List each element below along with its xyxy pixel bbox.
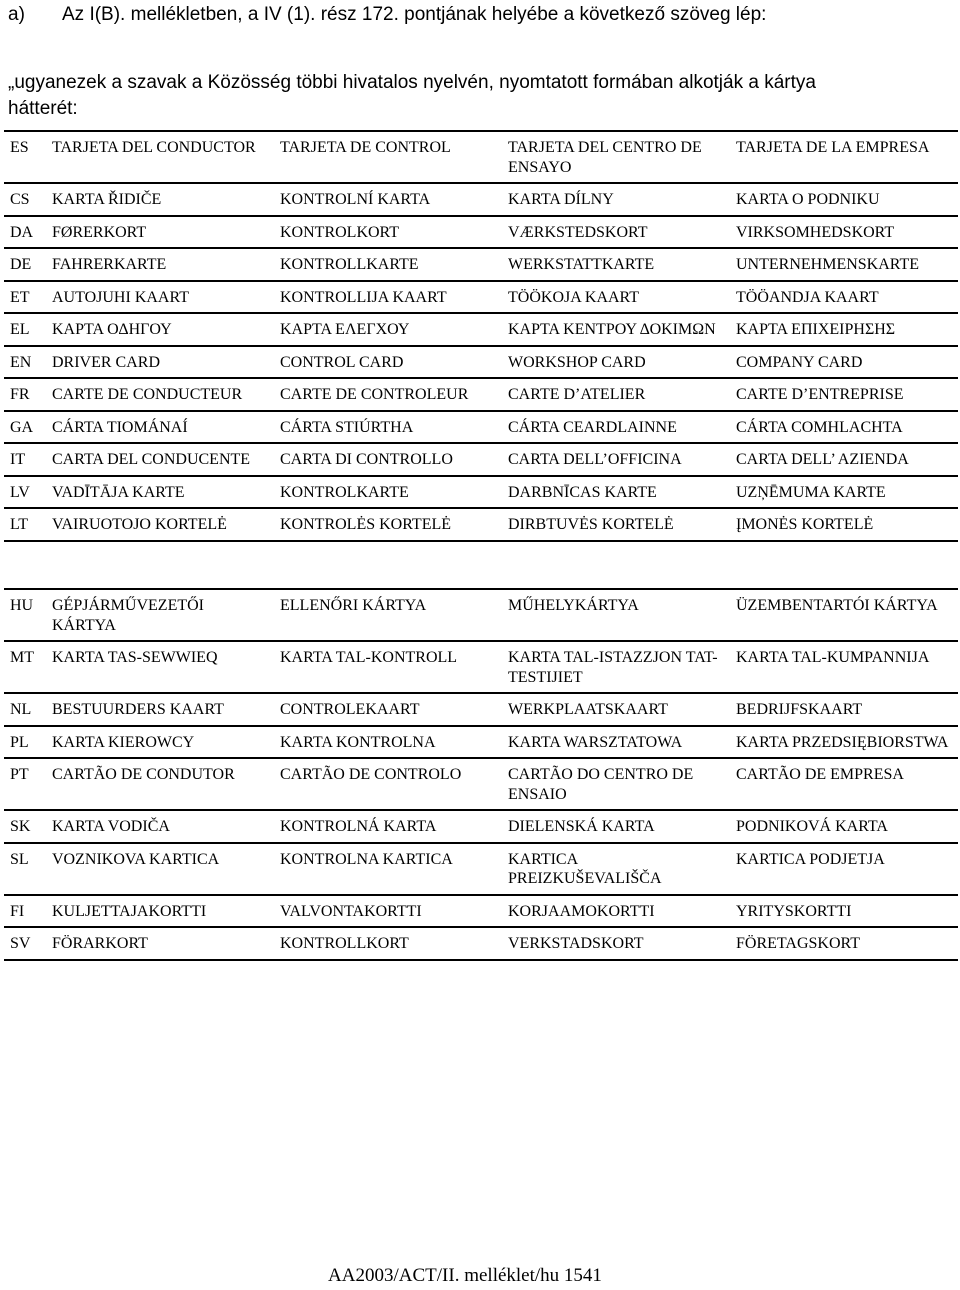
driver-card-cell: FØRERKORT	[46, 216, 274, 249]
driver-card-cell: KULJETTAJAKORTTI	[46, 895, 274, 928]
control-card-cell: KONTROLNÍ KARTA	[274, 183, 502, 216]
card-names-table-1	[4, 130, 958, 542]
language-code-cell: HU	[4, 589, 46, 641]
driver-card-cell: VOZNIKOVA KARTICA	[46, 843, 274, 895]
control-card-cell: CÁRTA STIÚRTHA	[274, 411, 502, 444]
workshop-card-cell: TÖÖKOJA KAART	[502, 281, 730, 314]
company-card-cell: KARTA PRZEDSIĘBIORSTWA	[730, 726, 958, 759]
workshop-card-cell: DIRBTUVĖS KORTELĖ	[502, 508, 730, 541]
instruction-text: Az I(B). mellékletben, a IV (1). rész 172. pontjának helyébe a következő szöveg lép:	[62, 4, 767, 25]
workshop-card-cell: WORKSHOP CARD	[502, 346, 730, 379]
control-card-cell: CONTROL CARD	[274, 346, 502, 379]
company-card-cell: CARTE D’ENTREPRISE	[730, 378, 958, 411]
company-card-cell: BEDRIJFSKAART	[730, 693, 958, 726]
control-card-cell: KONTROLKARTE	[274, 476, 502, 509]
table-row	[4, 476, 958, 509]
driver-card-cell: CÁRTA TIOMÁNAÍ	[46, 411, 274, 444]
workshop-card-cell: KARTA DÍLNY	[502, 183, 730, 216]
company-card-cell: TARJETA DE LA EMPRESA	[730, 131, 958, 183]
driver-card-cell: FAHRERKARTE	[46, 248, 274, 281]
language-code-cell: EL	[4, 313, 46, 346]
workshop-card-cell: KARTICA PREIZKUŠEVALIŠČA	[502, 843, 730, 895]
company-card-cell: KARTA O PODNIKU	[730, 183, 958, 216]
driver-card-cell: VADĪTĀJA KARTE	[46, 476, 274, 509]
table-row	[4, 508, 958, 541]
table-row	[4, 758, 958, 810]
workshop-card-cell: VERKSTADSKORT	[502, 927, 730, 960]
workshop-card-cell: MŰHELYKÁRTYA	[502, 589, 730, 641]
language-code-cell: LV	[4, 476, 46, 509]
company-card-cell: PODNIKOVÁ KARTA	[730, 810, 958, 843]
table-row	[4, 183, 958, 216]
language-code-cell: DA	[4, 216, 46, 249]
workshop-card-cell: KARTA WARSZTATOWA	[502, 726, 730, 759]
driver-card-cell: ΚΑΡΤΑ ΟΔΗΓΟΥ	[46, 313, 274, 346]
control-card-cell: VALVONTAKORTTI	[274, 895, 502, 928]
language-code-cell: SL	[4, 843, 46, 895]
control-card-cell: ELLENŐRI KÁRTYA	[274, 589, 502, 641]
driver-card-cell: DRIVER CARD	[46, 346, 274, 379]
control-card-cell: TARJETA DE CONTROL	[274, 131, 502, 183]
driver-card-cell: KARTA KIEROWCY	[46, 726, 274, 759]
language-code-cell: SK	[4, 810, 46, 843]
language-code-cell: FR	[4, 378, 46, 411]
company-card-cell: KARTICA PODJETJA	[730, 843, 958, 895]
company-card-cell: UNTERNEHMENSKARTE	[730, 248, 958, 281]
driver-card-cell: CARTE DE CONDUCTEUR	[46, 378, 274, 411]
table-row	[4, 589, 958, 641]
workshop-card-cell: DIELENSKÁ KARTA	[502, 810, 730, 843]
table-row	[4, 927, 958, 960]
language-code-cell: DE	[4, 248, 46, 281]
company-card-cell: ÜZEMBENTARTÓI KÁRTYA	[730, 589, 958, 641]
company-card-cell: ΚΑΡΤΑ ΕΠΙΧΕΙΡΗΣΗΣ	[730, 313, 958, 346]
table-row	[4, 216, 958, 249]
driver-card-cell: KARTA TAS-SEWWIEQ	[46, 641, 274, 693]
company-card-cell: KARTA TAL-KUMPANNIJA	[730, 641, 958, 693]
language-code-cell: MT	[4, 641, 46, 693]
control-card-cell: KARTA TAL-KONTROLL	[274, 641, 502, 693]
table-row	[4, 843, 958, 895]
language-code-cell: ES	[4, 131, 46, 183]
workshop-card-cell: KORJAAMOKORTTI	[502, 895, 730, 928]
control-card-cell: CARTE DE CONTROLEUR	[274, 378, 502, 411]
company-card-cell: ĮMONĖS KORTELĖ	[730, 508, 958, 541]
control-card-cell: KONTROLĖS KORTELĖ	[274, 508, 502, 541]
language-code-cell: FI	[4, 895, 46, 928]
company-card-cell: VIRKSOMHEDSKORT	[730, 216, 958, 249]
control-card-cell: ΚΑΡΤΑ ΕΛΕΓΧΟΥ	[274, 313, 502, 346]
control-card-cell: KONTROLNA KARTICA	[274, 843, 502, 895]
table-row	[4, 281, 958, 314]
control-card-cell: CARTA DI CONTROLLO	[274, 443, 502, 476]
driver-card-cell: KARTA ŘIDIČE	[46, 183, 274, 216]
page-footer: AA2003/ACT/II. melléklet/hu 1541	[328, 1265, 602, 1286]
company-card-cell: UZŅĒMUMA KARTE	[730, 476, 958, 509]
table-row	[4, 443, 958, 476]
workshop-card-cell: CARTE D’ATELIER	[502, 378, 730, 411]
table-row	[4, 726, 958, 759]
language-code-cell: SV	[4, 927, 46, 960]
control-card-cell: KONTROLKORT	[274, 216, 502, 249]
workshop-card-cell: VÆRKSTEDSKORT	[502, 216, 730, 249]
quoted-text-line-1: „ugyanezek a szavak a Közösség többi hivatalos nyelvén, nyomtatott formában alkotják a kártya	[8, 72, 816, 93]
table-row	[4, 411, 958, 444]
control-card-cell: KARTA KONTROLNA	[274, 726, 502, 759]
workshop-card-cell: CARTA DELL’OFFICINA	[502, 443, 730, 476]
workshop-card-cell: CARTÃO DO CENTRO DE ENSAIO	[502, 758, 730, 810]
company-card-cell: CARTÃO DE EMPRESA	[730, 758, 958, 810]
table-row	[4, 131, 958, 183]
company-card-cell: TÖÖANDJA KAART	[730, 281, 958, 314]
table-row	[4, 895, 958, 928]
table-row	[4, 248, 958, 281]
workshop-card-cell: WERKPLAATSKAART	[502, 693, 730, 726]
table-row	[4, 346, 958, 379]
workshop-card-cell: WERKSTATTKARTE	[502, 248, 730, 281]
driver-card-cell: KARTA VODIČA	[46, 810, 274, 843]
language-code-cell: CS	[4, 183, 46, 216]
language-code-cell: IT	[4, 443, 46, 476]
driver-card-cell: GÉPJÁRMŰVEZETŐI KÁRTYA	[46, 589, 274, 641]
language-code-cell: NL	[4, 693, 46, 726]
workshop-card-cell: CÁRTA CEARDLAINNE	[502, 411, 730, 444]
workshop-card-cell: KARTA TAL-ISTAZZJON TAT-TESTIJIET	[502, 641, 730, 693]
table-row	[4, 378, 958, 411]
workshop-card-cell: TARJETA DEL CENTRO DE ENSAYO	[502, 131, 730, 183]
driver-card-cell: CARTA DEL CONDUCENTE	[46, 443, 274, 476]
driver-card-cell: AUTOJUHI KAART	[46, 281, 274, 314]
language-code-cell: GA	[4, 411, 46, 444]
card-names-table-2	[4, 588, 958, 961]
driver-card-cell: TARJETA DEL CONDUCTOR	[46, 131, 274, 183]
language-code-cell: ET	[4, 281, 46, 314]
table-row	[4, 810, 958, 843]
company-card-cell: FÖRETAGSKORT	[730, 927, 958, 960]
driver-card-cell: VAIRUOTOJO KORTELĖ	[46, 508, 274, 541]
quoted-text-line-2: hátterét:	[8, 98, 78, 119]
company-card-cell: CARTA DELL’ AZIENDA	[730, 443, 958, 476]
control-card-cell: KONTROLLKORT	[274, 927, 502, 960]
language-code-cell: EN	[4, 346, 46, 379]
company-card-cell: YRITYSKORTTI	[730, 895, 958, 928]
control-card-cell: CARTÃO DE CONTROLO	[274, 758, 502, 810]
control-card-cell: CONTROLEKAART	[274, 693, 502, 726]
company-card-cell: CÁRTA COMHLACHTA	[730, 411, 958, 444]
control-card-cell: KONTROLNÁ KARTA	[274, 810, 502, 843]
driver-card-cell: FÖRARKORT	[46, 927, 274, 960]
language-code-cell: PL	[4, 726, 46, 759]
amendment-instruction	[8, 4, 766, 26]
workshop-card-cell: DARBNĪCAS KARTE	[502, 476, 730, 509]
table-row	[4, 313, 958, 346]
control-card-cell: KONTROLLKARTE	[274, 248, 502, 281]
language-code-cell: LT	[4, 508, 46, 541]
table-row	[4, 641, 958, 693]
company-card-cell: COMPANY CARD	[730, 346, 958, 379]
driver-card-cell: CARTÃO DE CONDUTOR	[46, 758, 274, 810]
control-card-cell: KONTROLLIJA KAART	[274, 281, 502, 314]
list-marker: a)	[8, 4, 25, 25]
language-code-cell: PT	[4, 758, 46, 810]
driver-card-cell: BESTUURDERS KAART	[46, 693, 274, 726]
workshop-card-cell: ΚΑΡΤΑ ΚΕΝΤΡΟΥ ΔΟΚΙΜΩΝ	[502, 313, 730, 346]
table-row	[4, 693, 958, 726]
